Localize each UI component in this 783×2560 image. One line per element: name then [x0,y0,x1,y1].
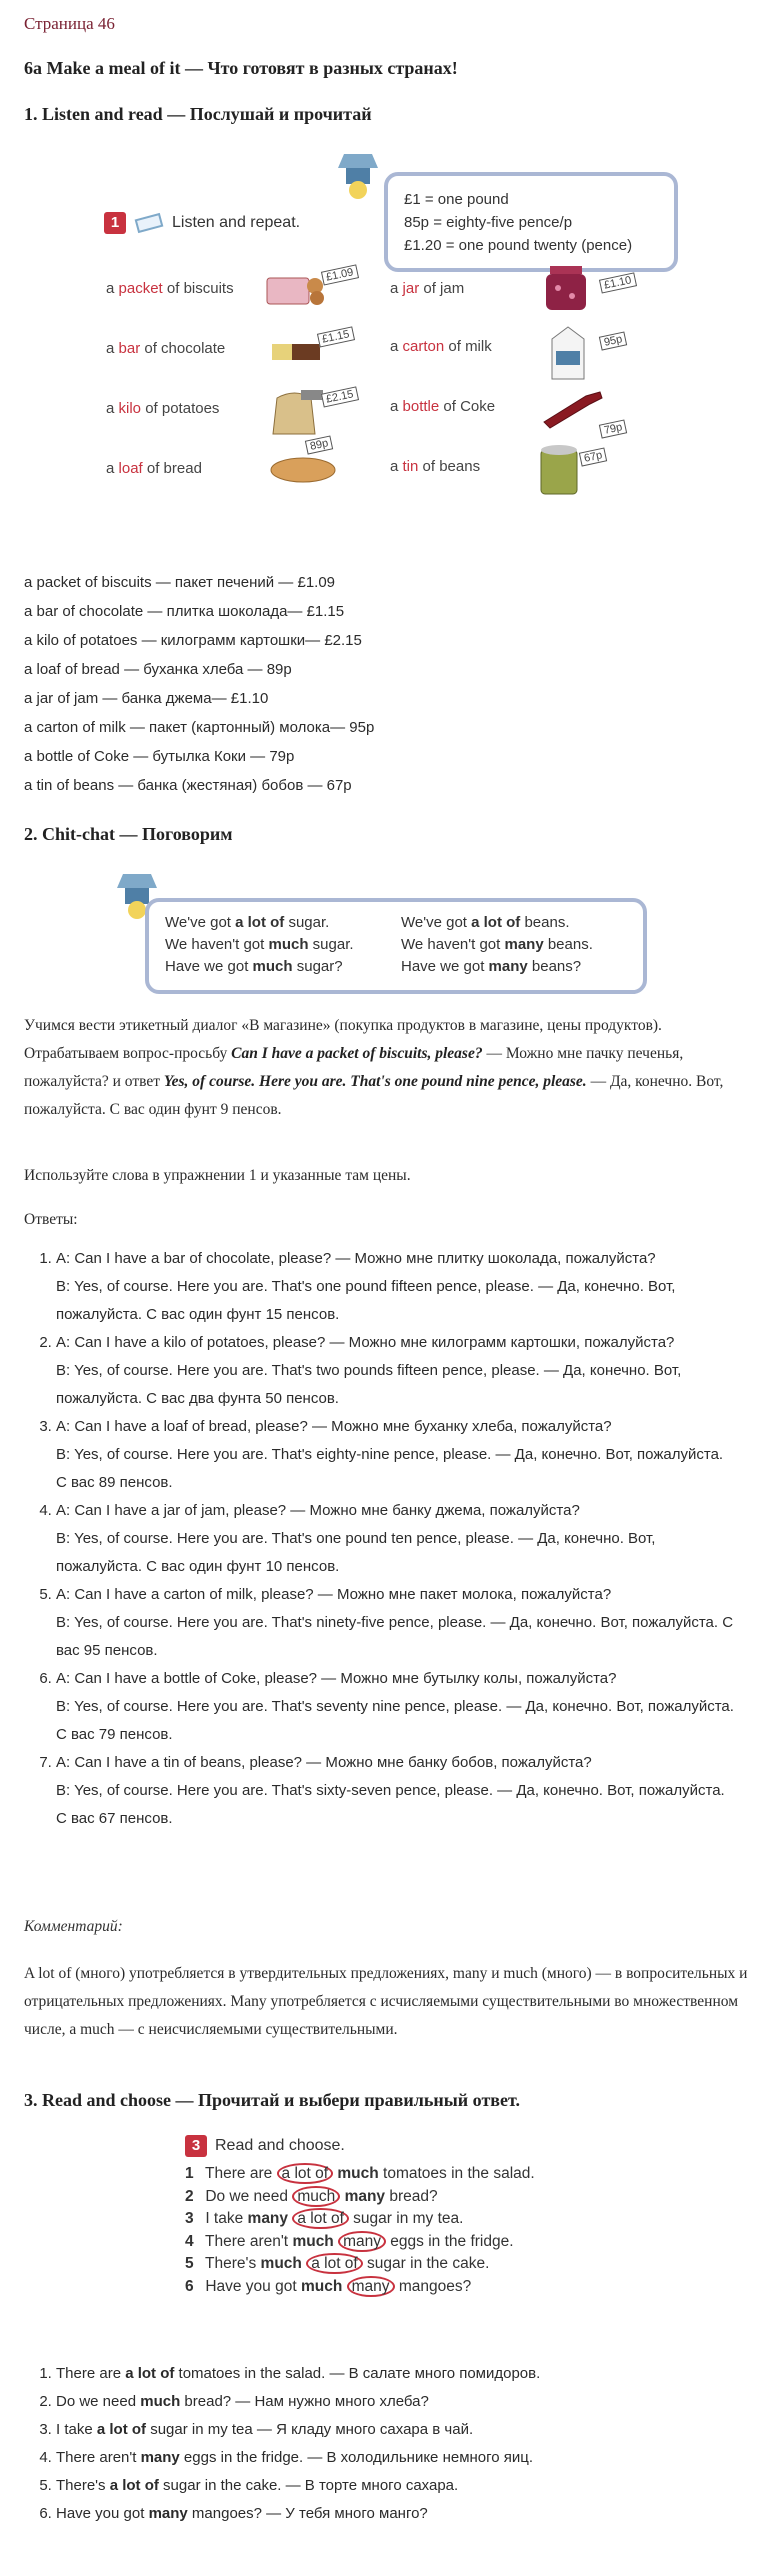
price-line: £1 = one pound [404,191,509,208]
answer-item: 7. A: Can I have a tin of beans, please? — Можно мне банку бобов, пожалуйста? B: Yes, of course. Here you are. That's sixty-seven pence, please. — Да, конечно. Вот, пожалуйста. С вас 67 пенсов. [56,1749,734,1833]
exercise1-image [100,150,690,520]
answers-list [24,1245,734,1833]
beans-tin-icon [535,442,583,496]
answer-item: 5. A: Can I have a carton of milk, please? — Можно мне пакет молока, пожалуйста? B: Yes, of course. Here you are. That's ninety-five pence, please. — Да, конечно. Вот, пожалуйста. С вас 95 пенсов. [56,1581,734,1665]
item-label: a kilo of potatoes [106,400,220,417]
choice-option[interactable]: a lot of [306,2253,363,2274]
vocab-list [24,568,374,800]
answer-item: 6. Have you got many mangoes? — У тебя много манго? [56,2500,759,2528]
spotlight-icon [336,150,382,200]
item-label: a packet of biscuits [106,280,234,297]
jam-jar-icon [542,262,590,312]
answer-item: 1. A: Can I have a bar of chocolate, please? — Можно мне плитку шоколада, пожалуйста? B: Yes, of course. Here you are. That's one pound fifteen pence, please. — Да, конечно. Вот, пожалуйста. С вас один фунт 15 пенсов. [56,1245,734,1329]
answers-label: Ответы: [24,1211,78,1228]
choice-option[interactable]: many [338,2231,386,2252]
answer-item: 1. There are a lot of tomatoes in the salad. — В салате много помидоров. [56,2360,759,2388]
section1-heading: 1. Listen and read — Послушай и прочитай [24,104,372,124]
chocolate-icon [270,338,324,364]
biscuits-icon [265,270,325,308]
choice-option[interactable]: much [292,2186,340,2207]
exercise1-instruction: Listen and repeat. [172,214,301,231]
page-label: Страница 46 [24,14,115,33]
section2-heading: 2. Chit-chat — Поговорим [24,824,233,844]
answer-item: 4. There aren't many eggs in the fridge. — В холодильнике немного яиц. [56,2444,759,2472]
item-label: a tin of beans [390,458,481,475]
example-line: We haven't got much sugar. [165,936,354,953]
milk-carton-icon [546,325,590,381]
choice-option[interactable]: much [300,2277,343,2295]
list-item: a kilo of potatoes — килограмм картошки— £2.15 [24,632,362,649]
item-label: a jar of jam [390,280,465,297]
choice-option[interactable]: many [247,2210,289,2227]
price-tag: 79p [599,419,628,438]
price-tag: 95p [599,331,628,350]
choice-row: 3 I take many a lot of sugar in my tea. [185,2210,464,2227]
example-column-left [165,912,391,980]
choice-option[interactable]: much [337,2165,379,2182]
answer-item: 6. A: Can I have a bottle of Coke, please? — Можно мне бутылку колы, пожалуйста? B: Yes, of course. Here you are. That's seventy nine pence, please. — Да, конечно. Вот, пожалуйста. С вас 79 пенсов. [56,1665,734,1749]
list-item: a loaf of bread — буханка хлеба — 89p [24,661,292,678]
choice-option[interactable]: a lot of [277,2163,334,2184]
list-item: a bottle of Coke — бутылка Коки — 79p [24,748,295,765]
answer-item: 2. Do we need much bread? — Нам нужно много хлеба? [56,2388,759,2416]
price-tag: £1.09 [321,264,359,285]
bread-icon [268,450,338,484]
list-item: a carton of milk — пакет (картонный) молока— 95p [24,719,375,736]
final-answers-list [24,2360,759,2528]
list-item: a tin of beans — банка (жестяная) бобов — 67p [24,777,352,794]
chit-chat-box [145,898,647,994]
price-line: 85p = eighty-five pence/p [404,214,573,231]
example-line: We haven't got many beans. [401,936,593,953]
example-line: We've got a lot of sugar. [165,914,330,931]
answer-item: 4. A: Can I have a jar of jam, please? — Можно мне банку джема, пожалуйста? B: Yes, of course. Here you are. That's one pound ten pence, please. — Да, конечно. Вот, пожалуйста. С вас один фунт 10 пенсов. [56,1497,734,1581]
price-legend-box [384,172,678,272]
example-column-right [401,912,627,980]
answer-item: 3. A: Can I have a loaf of bread, please? — Можно мне буханку хлеба, пожалуйста? B: Yes, of course. Here you are. That's eighty-nine pence, please. — Да, конечно. Вот, пожалуйста. С вас 89 пенсов. [56,1413,734,1497]
page-title: 6a Make a meal of it — Что готовят в разных странах! [24,58,458,78]
exercise1-number: 1 [104,212,126,234]
choice-row: 2 Do we need much many bread? [185,2187,438,2205]
item-label: a carton of milk [390,338,492,355]
exercise2-image [115,870,650,1000]
exercise1-header [104,212,300,234]
coke-bottle-icon [540,388,606,430]
choice-option[interactable]: many [344,2187,386,2205]
price-tag: 89p [305,435,334,454]
choice-option[interactable]: a lot of [292,2208,349,2229]
section3-heading: 3. Read and choose — Прочитай и выбери правильный ответ. [24,2090,520,2110]
choice-row: 6 Have you got much many mangoes? [185,2277,472,2295]
choice-row: 1 There are a lot of much tomatoes in the salad. [185,2165,535,2182]
choice-row: 4 There aren't much many eggs in the fridge. [185,2232,514,2250]
example-line: We've got a lot of beans. [401,914,570,931]
price-tag: £2.15 [321,386,359,407]
answer-item: 5. There's a lot of sugar in the cake. — В торте много сахара. [56,2472,759,2500]
choice-row: 5 There's much a lot of sugar in the cake. [185,2255,490,2272]
comment-text: A lot of (много) употребляется в утвердительных предложениях, many и much (много) — в вопросительных и отрицательных предложениях. Many употребляется с исчисляемыми существительными во множественном числе, а much — с неисчисляемыми существительными. [24,1965,748,2038]
comment-label: Комментарий: [24,1918,123,1935]
answer-item: 3. I take a lot of sugar in my tea — Я кладу много сахара в чай. [56,2416,759,2444]
exercise3-header [185,2135,605,2157]
instruction-text: Используйте слова в упражнении 1 и указанные там цены. [24,1167,411,1184]
answer-item: 2. A: Can I have a kilo of potatoes, please? — Можно мне килограмм картошки, пожалуйста? B: Yes, of course. Here you are. That's two pounds fifteen pence, please. — Да, конечно. Вот, пожалуйста. С вас два фунта 50 пенсов. [56,1329,734,1413]
exercise3-instruction: Read and choose. [215,2137,345,2154]
list-item: a bar of chocolate — плитка шоколада— £1.15 [24,603,345,620]
example-line: Have we got much sugar? [165,958,343,975]
item-label: a loaf of bread [106,460,202,477]
price-line: £1.20 = one pound twenty (pence) [404,237,633,254]
example-line: Have we got many beans? [401,958,582,975]
intro-paragraph: Учимся вести этикетный диалог «В магазине» (покупка продуктов в магазине, цены продуктов). Отрабатываем вопрос-просьбу Can I have a packet of biscuits, please? — Можно мне пачку печенья, пожалуйста? и ответ Yes, of course. Here you are. That's one pound nine pence, please. — Да, конечно. Вот, пожалуйста. С вас один фунт 9 пенсов. [24,1017,724,1118]
exercise3-number: 3 [185,2135,207,2157]
list-item: a jar of jam — банка джема— £1.10 [24,690,269,707]
list-item: a packet of biscuits — пакет печений — £1.09 [24,574,336,591]
price-tag: £1.10 [599,272,637,293]
ticket-icon [135,213,164,233]
exercise3-image [185,2135,605,2345]
price-tag: 67p [579,447,608,466]
choice-option[interactable]: much [292,2232,334,2250]
choice-option[interactable]: much [260,2255,302,2272]
item-label: a bar of chocolate [106,340,226,357]
potatoes-icon [265,388,325,436]
price-tag: £1.15 [317,326,355,347]
item-label: a bottle of Coke [390,398,496,415]
choice-option[interactable]: many [347,2276,395,2297]
